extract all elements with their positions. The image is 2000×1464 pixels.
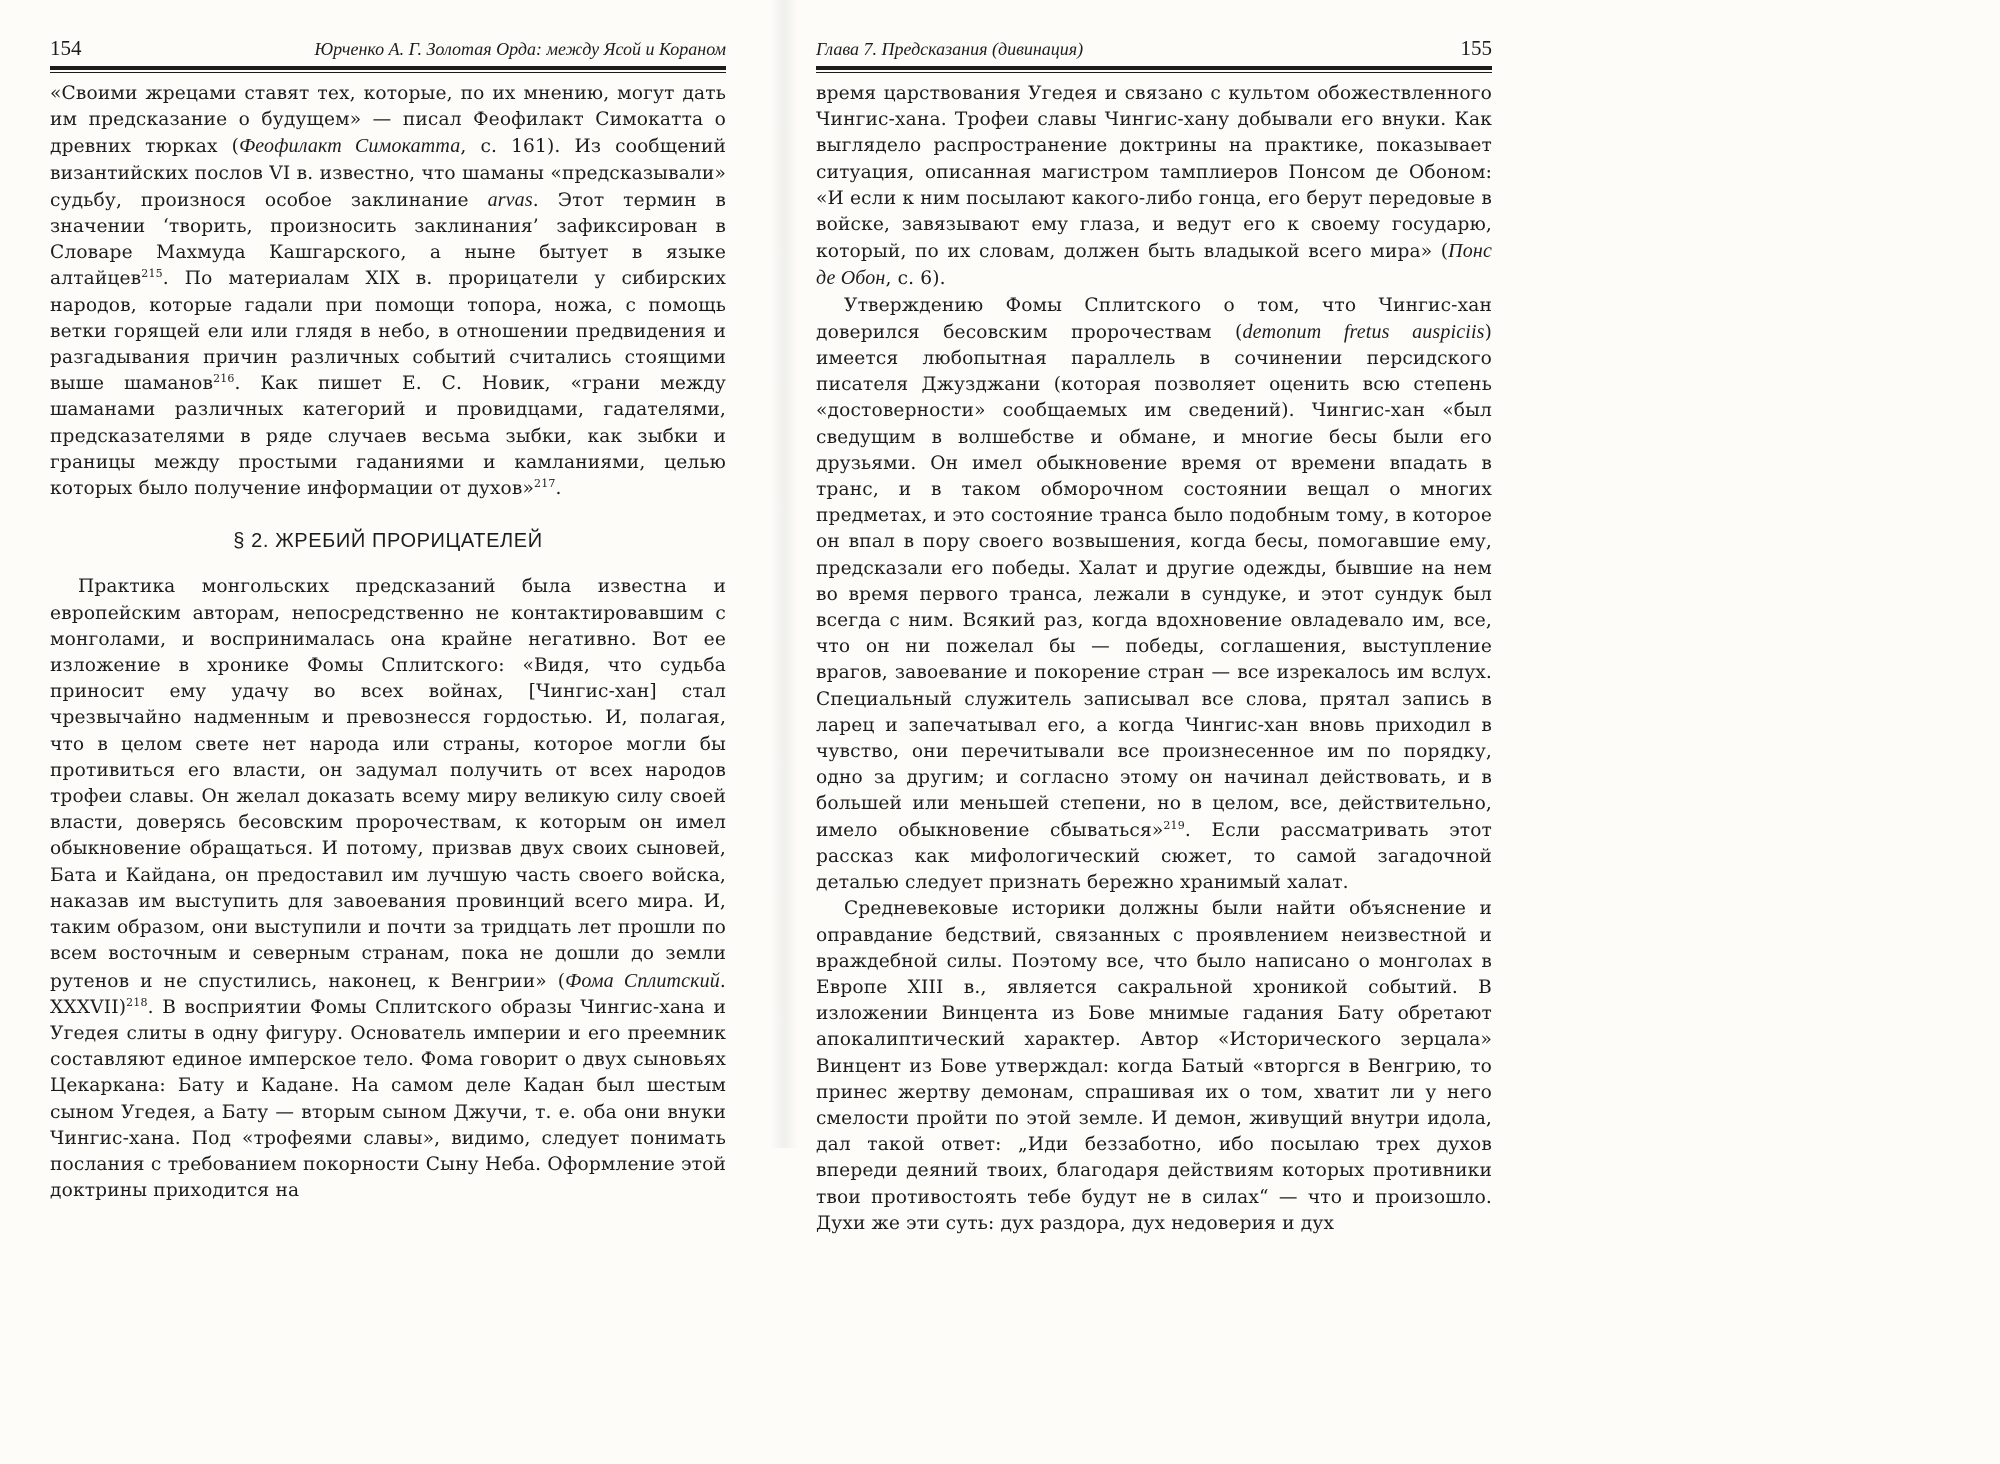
text-run: , с. 161). Из сообщений византийских послов VI в. известно, что шаманы «предсказывали» судьбу, произнося особое заклинание [50,136,726,211]
italic-citation: demonum fretus auspiciis [1242,320,1485,343]
right-running-head [816,36,1492,64]
text-run: . По материалам XIX в. прорицатели у сибирских народов, которые гадали при помощи топора, ножа, с помощь ветки горящей ели или глядя в небо, в отношении предвидения и разгадывания причин различных событий считались стоящими выше шаманов [50,268,726,395]
text-run: Средневековые историки должны были найти объяснение и оправдание бедствий, связанных с проявлением неизвестной и враждебной силы. Поэтому все, что было написано о монголах в Европе XIII в., является сакральной хроникой событий. В изложении Винцента из Бове мнимые гадания Бату обретают апокалиптический характер. Автор «Исторического зерцала» Винцент из Бове утверждал: когда Батый «вторгся в Венгрию, то принес жертву демонам, спрашивая их о том, хватит ли у него смелости пройти по этой земле. И демон, живущий внутри идола, дал такой ответ: „Иди беззаботно, ибо посылаю трех духов впереди деяний твоих, благодаря действиям которых противники твои противостоять тебе будут не в силах“ — что и произошло. Духи же эти суть: дух раздора, дух недоверия и дух [816,898,1492,1234]
footnote-ref: 215 [141,267,163,281]
text-run: ) имеется любопытная параллель в сочинении персидского писателя Джузджани (которая позволяет оценить всю степень «достоверности» сообщаемых им сведений). Чингис-хан «был сведущим в волшебстве и обмане, и многие бесы были его друзьями. Он имел обыкновение время от времени впадать в транс, и в таком обморочном состоянии вещал о многих предметах, и это состояние транса было подобным тому, в которое он впал в пору своего возвышения, когда бесы, помогавшие ему, предсказали его победы. Халат и другие одежды, бывшие на нем во время первого транса, лежали в сундуке, и этот сундук был всегда с ним. Всякий раз, когда вдохновение овладевало им, все, что он ни пожелал бы — победы, соглашения, выступление врагов, завоевание и покорение стран — все изрекалось им вслух. Специальный служитель записывал все слова, прятал запись в ларец и запечатывал его, а когда Чингис-хан вновь приходил в чувство, они перечитывали все произнесенное им по порядку, одно за другим; и согласно этому он начинал действовать, и в большей или меньшей степени, но в целом, все, действительно, имело обыкновение сбываться» [816,321,1492,841]
italic-citation: arvas [487,188,533,211]
right-page [784,0,1568,1234]
italic-citation: Феофилакт Симокатта [239,135,461,158]
section-heading: § 2. ЖРЕБИЙ ПРОРИЦАТЕЛЕЙ [233,530,543,553]
footnote-ref: 219 [1163,818,1185,832]
right-header-rule-thin [816,72,1492,73]
right-paragraph-2 [816,293,1492,897]
italic-citation: Понс де Обон [816,240,1492,290]
text-run: . Этот термин в значении ‘творить, произносить заклинания’ зафиксирован в Словаре Махмуда Кашгарского, а ныне бытует в языке алтайцев [50,189,727,290]
left-body-text [50,81,726,1204]
text-run: . [555,478,562,500]
right-running-title: Глава 7. Предсказания (дивинация) [816,39,1084,59]
text-run: Утверждению Фомы Сплитского о том, что Чингис-хан доверился бесовским пророчествам ( [816,294,1492,343]
text-run: Практика монгольских предсказаний была известна и европейским авторам, непосредственно не контактировавшим с монголами, и воспринималась она крайне негативно. Вот ее изложение в хронике Фомы Сплитского: «Видя, что судьба приносит ему удачу во всех войнах, [Чингис-хан] стал чрезвычайно надменным и превознесся гордостью. И, полагая, что в целом свете нет народа или страны, которое могли бы противиться его власти, он задумал получить от всех народов трофеи славы. Он желал доказать всему миру великую силу своей власти, доверясь бесовским пророчествам, к которым он имел обыкновение обращаться. И потому, призвав двух своих сыновей, Бата и Кайдана, он предоставил им лучшую часть своего войска, наказав им выступить для завоевания провинций всего мира. И, таким образом, они выступили и почти за тридцать лет прошли по всем восточным и северным странам, пока не дошли до земли рутенов и не спустились, наконец, к Венгрии» ( [50,576,726,992]
right-paragraph-1 [816,81,1492,293]
text-run: . В восприятии Фомы Сплитского образы Чингис-хана и Угедея слиты в одну фигуру. Основатель империи и его преемник составляют единое имперское тело. Фома говорит о двух сыновьях Цекаркана: Бату и Кадане. На самом деле Кадан был шестым сыном Угедея, а Бату — вторым сыном Джучи, т. е. оба они внуки Чингис-хана. Под «трофеями славы», видимо, следует понимать послания с требованием покорности Сыну Неба. Оформление этой доктрины приходится на [50,996,726,1202]
left-paragraph-1 [50,81,726,502]
footnote-ref: 216 [213,372,235,386]
text-run: . Как пишет Е. С. Новик, «грани между шаманами различных категорий и провидцами, гадателями, предсказателями в ряде случаев весьма зыбки, как зыбки и границы между простыми гаданиями и камланиями, целью которых было получение информации от духов» [50,373,726,500]
footnote-ref: 217 [534,476,556,490]
text-run: . XXXVII) [50,970,726,1018]
left-header-rule [50,66,726,70]
left-paragraph-2 [50,574,726,1204]
right-header-rule [816,66,1492,70]
text-run: время царствования Угедея и связано с культом обожествленного Чингис-хана. Трофеи славы Чингис-хану добывали его внуки. Как выглядело распространение доктрины на практике, показывает ситуация, описанная магистром тамплиеров Понсом де Обоном: «И если к ним посылают какого-либо гонца, его берут передовые в войске, завязывают ему глаза, и ведут его к своему государю, который, по их словам, должен быть владыкой всего мира» ( [816,83,1492,263]
footnote-ref: 218 [126,995,148,1009]
right-page-number: 155 [1460,36,1492,60]
left-running-head [50,36,726,64]
left-running-title: Юрченко А. Г. Золотая Орда: между Ясой и Кораном [314,39,726,59]
right-body-text [816,81,1492,1237]
italic-citation: Фома Сплитский [565,969,720,992]
left-page [0,0,784,1202]
text-run: . Если рассматривать этот рассказ как мифологический сюжет, то самой загадочной деталью следует признать бережно хранимый халат. [816,819,1492,894]
text-run: , с. 6). [885,268,946,290]
left-header-rule-thin [50,72,726,73]
right-paragraph-3 [816,896,1492,1237]
left-page-number: 154 [50,36,82,60]
text-run: «Своими жрецами ставят тех, которые, по их мнению, могут дать им предсказание о будущем» — писал Феофилакт Симокатта о древних тюрках ( [50,83,726,158]
